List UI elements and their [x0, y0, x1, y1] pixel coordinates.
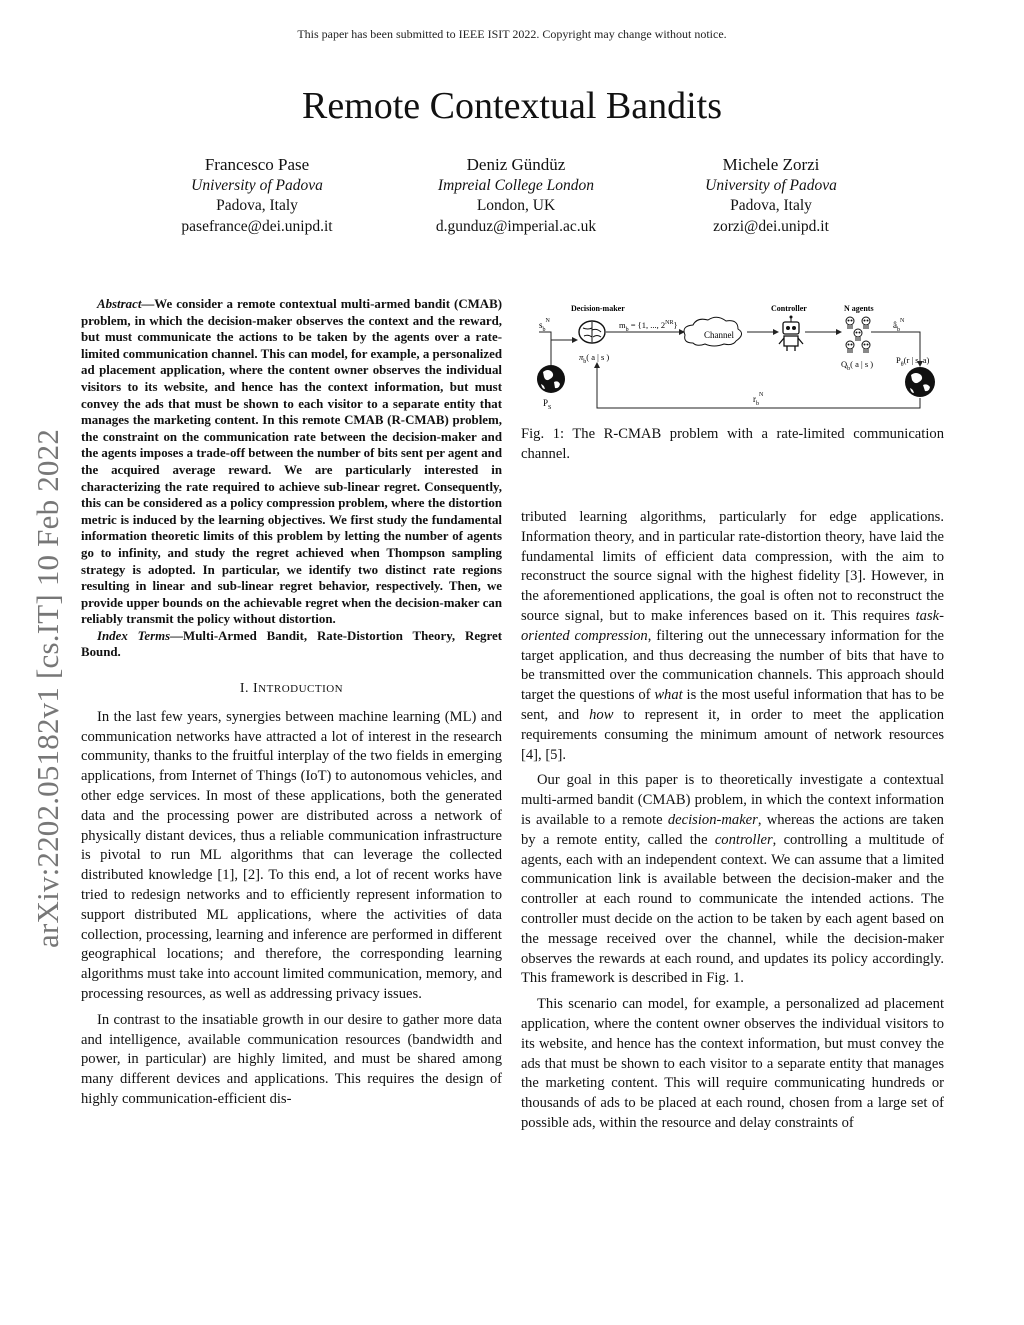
right-paragraph-2 [521, 771, 944, 989]
author-1 [127, 155, 387, 237]
q-label: $Q_b$( a | s ) [841, 359, 874, 372]
globe-icon [905, 367, 935, 397]
author-3 [641, 155, 901, 237]
rcmab-diagram [521, 300, 944, 415]
author-location: London, UK [476, 197, 556, 214]
s-label: $s_b^N$ [539, 318, 550, 333]
abstract-lead: Abstract [97, 297, 142, 311]
intro-paragraph-1: In the last few years, synergies between machine learning (ML) and communication networks have attracted a lot of interest in the research community, thanks to the fruitful interplay of the two fields in emerging applications, from Internet of Things (IoT) to autonomous vehicles, and other edge services. In most of these applications, both the generated data and the processing power are distributed across a network of physically distant devices, thus a reliable communication infrastructure is pivotal to run ML algorithms that can leverage the collected distributed knowledge [1], [2]. To this end, a lot of recent works have tried to redesign networks and to efficiently represent information to support distributed ML applications, where the activities of data collection, processing, learning and inference are performed in different geographical locations; and therefore, the corresponding learning algorithms must take into account limited communication, memory, and processing resources, as well as addressing privacy issues. [81, 708, 502, 1003]
globe-icon [537, 365, 565, 393]
emphasis-decision-maker: decision-maker [667, 811, 758, 828]
n-agents-label: N agents [844, 304, 874, 313]
index-terms [81, 628, 502, 661]
text-run: is the most useful information that has to be sent, and [521, 687, 944, 723]
paper-title: Remote Contextual Bandits [301, 85, 723, 127]
emphasis-what: what [654, 687, 683, 704]
p-theta-label: $P_\theta(r$ | s, a) [896, 355, 930, 368]
robot-controller-icon [779, 316, 803, 352]
text-run: tributed learning algorithms, particularly for edge applications. Information theory, and in particular rate-distortion theory, have laid the fundamental limits of efficient data compression, with the aim to reconstruct the source signal with the highest fidelity [3]. However, in the aforementioned applications, the goal is often not to reconstruct the source signal, but to make inferences based on it. This requires [521, 509, 944, 624]
text-run: Our goal in this paper is to theoretically investigate a contextual multi-armed bandit (CMAB) problem, in which the context information is available to a remote [521, 772, 944, 828]
section-number: I. [239, 681, 254, 697]
author-affiliation: University of Padova [705, 176, 837, 194]
left-column [81, 296, 502, 1110]
channel-label: Channel [704, 330, 734, 340]
text-run: to represent it, in order to meet the application requirements consuming the minimum amount of network resources [4], [5]. [521, 706, 944, 763]
author-name: Francesco Pase [204, 155, 310, 174]
right-paragraph-1 [521, 508, 944, 765]
right-paragraph-3: This scenario can model, for example, a personalized ad placement application, where the content owner observes the individual visitors to its website, and hence has the context information, but must convey the ads that must be shown to each visitor to a separate entity that manages the marketing content. This will require communicating hundreds or thousands of ads to be placed at each round, chosen from a large set of possible ads, within the resource and delay constraints of [521, 996, 944, 1131]
figure-1 [521, 300, 944, 465]
section-heading-introduction [81, 679, 502, 700]
arxiv-stamp: arXiv:2202.05182v1 [cs.IT] 10 Feb 2022 [30, 428, 65, 948]
emphasis-controller: controller [714, 831, 773, 848]
author-email: pasefrance@dei.unipd.it [181, 217, 333, 235]
author-affiliation: University of Padova [191, 176, 323, 194]
p-s-label: $P_S$ [543, 398, 552, 411]
author-affiliation: Impreial College London [437, 176, 595, 194]
context-line [539, 332, 551, 365]
agents-cluster-icon [846, 317, 870, 353]
section-rest: NTRODUCTION [258, 683, 344, 696]
author-2 [386, 155, 646, 237]
author-name: Michele Zorzi [722, 155, 820, 174]
abstract [81, 296, 502, 628]
abstract-text: —We consider a remote contextual multi-armed bandit (CMAB) problem, in which the decision-maker observes the context and the reward, but must communicate the actions to be taken by the agents over a rate-limited communication channel. This can model, for example, a personalized ad placement application, where the content owner observes the individual visitors to its website, and hence has the context information, but must convey the ads that must be shown to each visitor to a separate entity that manages the marketing content. In this remote CMAB (R-CMAB) problem, the constraint on the communication rate between the decision-maker and the agents imposes a trade-off between the number of bits sent per agent and the acquired average reward. We are particularly interested in characterizing the rate required to achieve sub-linear regret. Consequently, this can be considered as a policy compression problem, where the distortion metric is induced by the learning objectives. We first study the fundamental information theoretic limits of this problem by letting the number of agents go to infinity, and study the regret achieved when Thompson sampling strategy is adopted. In particular, we identify two distinct rate regions resulting in linear and sub-linear regret behavior, respectively. Then, we provide upper bounds on the achievable regret when the decision-maker can reliably transmit the policy without distortion. [81, 297, 502, 627]
section-initial: I [253, 681, 259, 697]
text-run: , filtering out the unnecessary information for the target application, and thus decreasing the number of bits that have to be transmitted over the communication channels. This approach should target the questions of [521, 627, 944, 704]
text-run: , controlling a multitude of agents, each with an independent context. We can assume that a limited communication link is available between the decision-maker and the controller at each round to communicate the intended actions. The controller must decide on the action to be taken by each agent based on the message received over the channel, while the decision-maker observes the rewards at each round, and updates its policy accordingly. This framework is described in Fig. 1. [521, 831, 944, 987]
emphasis-how: how [589, 706, 614, 723]
pi-label: $\pi_b$( a | s ) [579, 352, 610, 365]
reward-label: $r_b^N$ [753, 392, 764, 407]
a-hat-label: $â_b^N$ [893, 318, 905, 333]
controller-label: Controller [771, 304, 807, 313]
author-email: d.gunduz@imperial.ac.uk [435, 217, 597, 235]
figure-caption: Fig. 1: The R-CMAB problem with a rate-limited communication channel. [521, 426, 944, 462]
submission-notice: This paper has been submitted to IEEE ISIT 2022. Copyright may change without notice. [297, 27, 727, 41]
text-run: , whereas the actions are taken by a remote entity, called the [521, 811, 944, 848]
author-location: Padova, Italy [730, 197, 812, 214]
author-name: Deniz Gündüz [466, 155, 566, 174]
rcmab-diagram-svg [521, 300, 944, 415]
author-email: zorzi@dei.unipd.it [713, 217, 829, 235]
index-terms-text: —Multi-Armed Bandit, Rate-Distortion Theory, Regret Bound. [81, 628, 502, 660]
message-label: $m_b = \{1$, ..., $2^{NR}$} [619, 320, 678, 333]
index-terms-lead: Index Terms [97, 628, 171, 643]
intro-paragraph-2: In contrast to the insatiable growth in our desire to gather more data and intelligence, available communication resources (bandwidth and power, in particular) are highly limited, and must be shared among many different devices and applications. This requires the design of highly communication-efficient dis- [81, 1011, 502, 1107]
decision-maker-label: Decision-maker [571, 304, 625, 313]
emphasis-task-oriented: task-oriented compression [521, 607, 944, 644]
right-column [521, 508, 944, 1134]
author-location: Padova, Italy [216, 197, 298, 214]
brain-icon [579, 321, 605, 343]
